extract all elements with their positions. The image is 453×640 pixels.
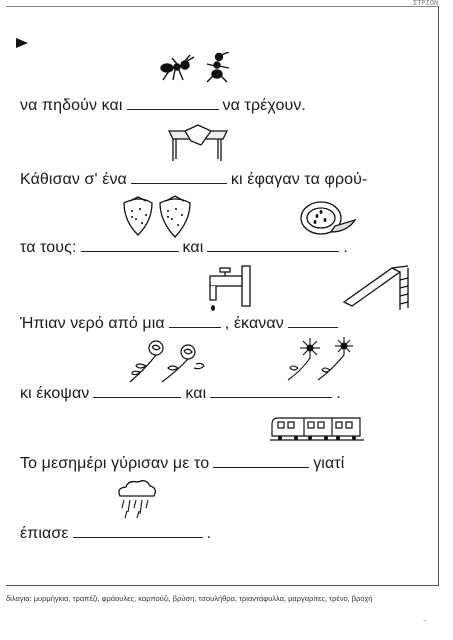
sentence-3-after: . bbox=[343, 239, 348, 256]
ants-icon bbox=[157, 52, 237, 84]
sentence-7-before: έπιασε bbox=[20, 525, 69, 542]
footer-mark: ~ bbox=[423, 618, 428, 625]
sentence-6-before: Το μεσημέρι γύρισαν με το bbox=[20, 455, 210, 472]
watermelon-icon bbox=[297, 198, 359, 238]
sentence-1 bbox=[20, 96, 306, 115]
sentence-6 bbox=[20, 454, 344, 473]
sentence-3-before: τα τους: bbox=[20, 239, 77, 256]
sentence-5-before: κι έκοψαν bbox=[20, 385, 90, 402]
slide-icon bbox=[342, 262, 414, 312]
sentence-5-middle: και bbox=[185, 385, 207, 402]
rain-cloud-icon bbox=[114, 478, 160, 520]
blank-faucet[interactable] bbox=[169, 314, 221, 328]
sentence-1-before: να πηδούν και bbox=[20, 97, 123, 114]
blank-rain[interactable] bbox=[73, 524, 203, 538]
sentence-4-before: Ήπιαν νερό από μια bbox=[20, 315, 165, 332]
sentence-3 bbox=[20, 238, 348, 257]
frame-right-border bbox=[438, 6, 439, 586]
blank-roses[interactable] bbox=[93, 384, 181, 398]
strawberries-icon bbox=[118, 195, 196, 239]
blank-train[interactable] bbox=[213, 454, 309, 468]
blank-watermelon[interactable] bbox=[207, 238, 339, 252]
sentence-7-after: . bbox=[206, 525, 212, 542]
word-bank: διλαγια: μυρμήγκια, τραπέζι, φράουλες, καρπούζι, βρύση, τσουλήθρα, τριαντάφυλλα, μαργαρίτες, τρένο, βροχή bbox=[6, 594, 373, 603]
sentence-6-after: γιατί bbox=[313, 455, 345, 472]
roses-icon bbox=[122, 338, 212, 384]
frame-bottom-border bbox=[6, 585, 438, 586]
sentence-4 bbox=[20, 314, 342, 333]
blank-table[interactable] bbox=[131, 170, 227, 184]
arrow-bullet-icon bbox=[16, 38, 28, 48]
train-icon bbox=[270, 414, 364, 442]
blank-strawberries[interactable] bbox=[81, 238, 179, 252]
sentence-2-before: Κάθισαν σ' ένα bbox=[20, 171, 127, 188]
sentence-1-after: να τρέχουν. bbox=[222, 97, 306, 114]
sentence-5 bbox=[20, 384, 341, 403]
daisies-icon bbox=[282, 334, 362, 382]
sentence-4-middle: , έκαναν bbox=[224, 315, 284, 332]
faucet-icon bbox=[200, 264, 252, 320]
sentence-2-after: κι έφαγαν τα φρού- bbox=[230, 171, 368, 188]
blank-daisies[interactable] bbox=[210, 384, 332, 398]
table-icon bbox=[165, 123, 231, 163]
page-mark: ΣΤΡΙΟΝ bbox=[413, 0, 439, 8]
sentence-2 bbox=[20, 170, 367, 189]
sentence-3-middle: και bbox=[182, 239, 204, 256]
sentence-7 bbox=[20, 524, 211, 543]
blank-slide[interactable] bbox=[288, 314, 338, 328]
frame-top-border bbox=[6, 6, 438, 7]
sentence-5-after: . bbox=[336, 385, 341, 402]
blank-ants[interactable] bbox=[127, 96, 219, 110]
